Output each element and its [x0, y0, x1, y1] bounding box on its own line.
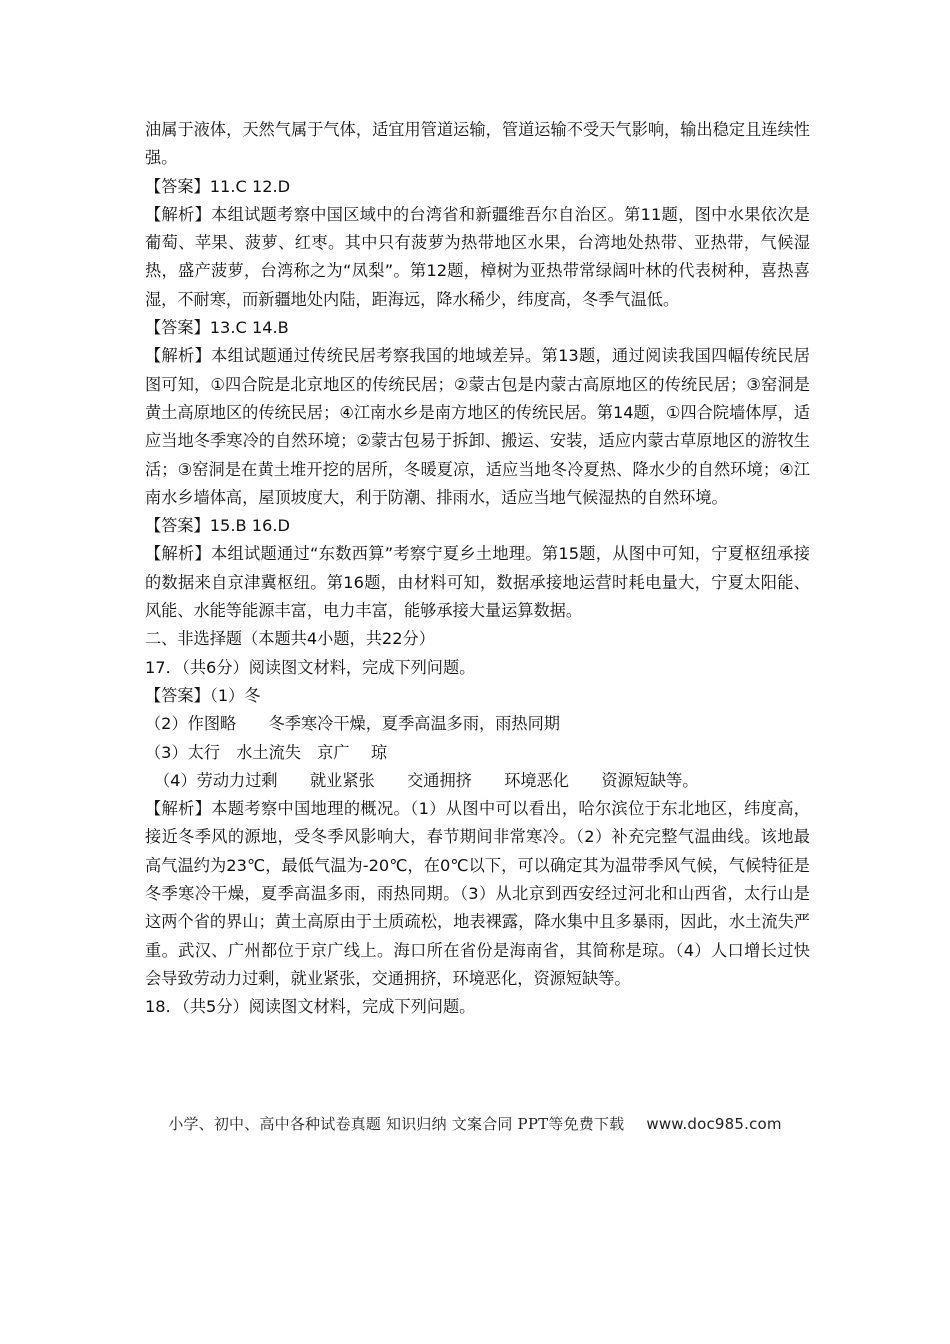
answer-content [145, 116, 810, 1022]
question-17-title: 17．（共6分）阅读图文材料，完成下列问题。 [145, 657, 476, 677]
analysis-15-16: 【解析】本组试题通过“东数西算”考察宁夏乡土地理。第15题，从图中可知，宁夏枢纽承接的数据来自京津冀枢纽。第16题，由材料可知，数据承接地运营时耗电量大，宁夏太阳能、风能、水能等能源丰富，电力丰富，能够承接大量运算数据。 [145, 544, 810, 621]
footer-url[interactable]: www.doc985.com [646, 1115, 782, 1133]
footer-text: 小学、初中、高中各种试卷真题 知识归纳 文案合同 PPT等免费下载 [168, 1115, 625, 1133]
answer-17-part2: （2）作图略 冬季寒冷干燥，夏季高温多雨，雨热同期 [145, 714, 560, 734]
analysis-11-12: 【解析】本组试题考察中国区域中的台湾省和新疆维吾尔自治区。第11题，图中水果依次是葡萄、苹果、菠萝、红枣。其中只有菠萝为热带地区水果，台湾地处热带、亚热带，气候湿热，盛产菠萝，台湾称之为“凤梨”。第12题，樟树为亚热带常绿阔叶林的代表树种，喜热喜湿，不耐寒，而新疆地处内陆，距海远，降水稀少，纬度高，冬季气温低。 [145, 204, 810, 309]
answer-15-16: 【答案】15.B 16.D [145, 516, 290, 536]
answer-17-part1: 【答案】（1）冬 [145, 685, 261, 705]
answer-13-14: 【答案】13.C 14.B [145, 318, 289, 338]
analysis-17: 【解析】本题考察中国地理的概况。（1）从图中可以看出，哈尔滨位于东北地区，纬度高，接近冬季风的源地，受冬季风影响大，春节期间非常寒冷。（2）补充完整气温曲线。该地最高气温约为23℃，最低气温为-20℃，在0℃以下，可以确定其为温带季风气候，气候特征是冬季寒冷干燥，夏季高温多雨，雨热同期。（3）从北京到西安经过河北和山西省，太行山是这两个省的界山；黄土高原由于土质疏松，地表裸露，降水集中且多暴雨，因此，水土流失严重。武汉、广州都位于京广线上。海口所在省份是海南省，其简称是琼。（4）人口增长过快会导致劳动力过剩，就业紧张，交通拥挤，环境恶化，资源短缺等。 [145, 799, 810, 988]
paragraph-oil-gas-continuation: 油属于液体，天然气属于气体，适宜用管道运输，管道运输不受天气影响，输出稳定且连续性强。 [145, 120, 810, 168]
analysis-13-14: 【解析】本组试题通过传统民居考察我国的地域差异。第13题，通过阅读我国四幅传统民居图可知，①四合院是北京地区的传统民居；②蒙古包是内蒙古高原地区的传统民居；③窑洞是黄土高原地区的传统民居；④江南水乡是南方地区的传统民居。第14题，①四合院墙体厚，适应当地冬季寒冷的自然环境；②蒙古包易于拆卸、搬运、安装，适应内蒙古草原地区的游牧生活；③窑洞是在黄土堆开挖的居所，冬暖夏凉，适应当地冬冷夏热、降水少的自然环境；④江南水乡墙体高，屋顶坡度大，利于防潮、排雨水，适应当地气候湿热的自然环境。 [145, 346, 810, 507]
answer-11-12: 【答案】11.C 12.D [145, 176, 291, 196]
answer-17-part3: （3）太行 水土流失 京广 琼 [145, 742, 388, 762]
page-footer [0, 1113, 950, 1134]
section-heading-non-choice: 二、非选择题（本题共4小题，共22分） [145, 629, 435, 649]
answer-17-part4: （4）劳动力过剩 就业紧张 交通拥挤 环境恶化 资源短缺等。 [154, 770, 699, 790]
question-18-title: 18．（共5分）阅读图文材料，完成下列问题。 [145, 997, 476, 1017]
